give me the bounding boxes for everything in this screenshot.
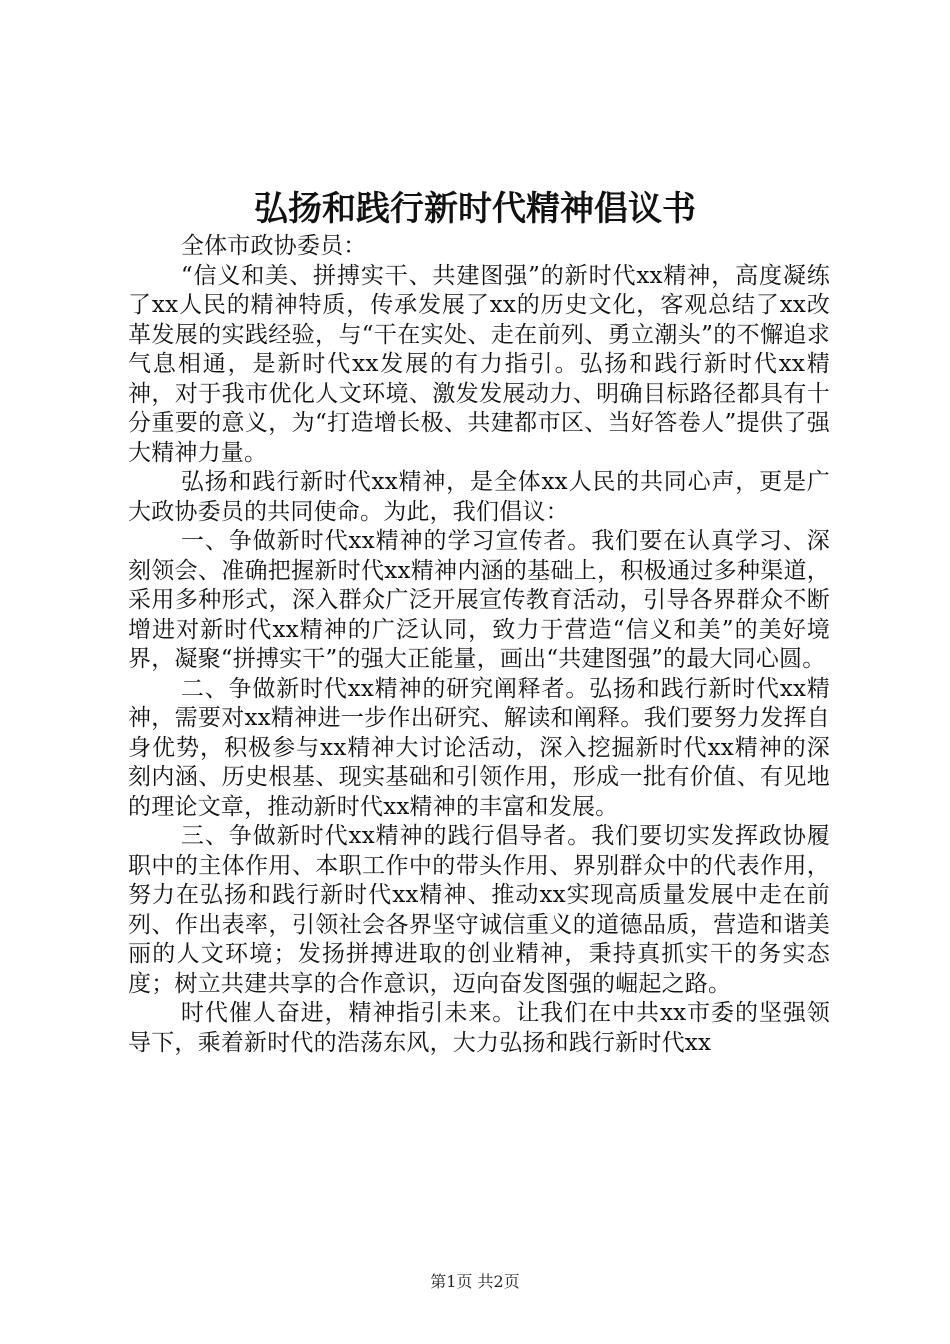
paragraph-4: 二、争做新时代xx精神的研究阐释者。弘扬和践行新时代xx精神，需要对xx精神进一步作出研究、解读和阐释。我们要努力发挥自身优势，积极参与xx精神大讨论活动，深入挖掘新时代xx精神的深刻内涵、历史根基、现实基础和引领作用，形成一批有价值、有见地的理论文章，推动新时代xx精神的丰富和发展。	[128, 675, 830, 820]
page-number-footer: 第1页 共2页	[430, 1272, 520, 1291]
paragraph-5: 三、争做新时代xx精神的践行倡导者。我们要切实发挥政协履职中的主体作用、本职工作中的带头作用、界别群众中的代表作用，努力在弘扬和践行新时代xx精神、推动xx实现高质量发展中走在前列、作出表率，引领社会各界坚守诚信重义的道德品质，营造和谐美丽的人文环境；发扬拼搏进取的创业精神，秉持真抓实干的务实态度；树立共建共享的合作意识，迈向奋发图强的崛起之路。	[128, 823, 830, 997]
paragraph-3: 一、争做新时代xx精神的学习宣传者。我们要在认真学习、深刻领会、准确把握新时代xx精神内涵的基础上，积极通过多种渠道，采用多种形式，深入群众广泛开展宣传教育活动，引导各界群众不断增进对新时代xx精神的广泛认同，致力于营造“信义和美”的美好境界，凝聚“拼搏实干”的强大正能量，画出“共建图强”的最大同心圆。	[128, 528, 830, 672]
document-title: 弘扬和践行新时代精神倡议书	[254, 189, 696, 229]
document-body	[128, 232, 830, 1058]
paragraph-2: 弘扬和践行新时代xx精神，是全体xx人民的共同心声，更是广大政协委员的共同使命。为此，我们倡议：	[128, 469, 830, 525]
paragraph-1: “信义和美、拼搏实干、共建图强”的新时代xx精神，高度凝练了xx人民的精神特质，传承发展了xx的历史文化，客观总结了xx改革发展的实践经验，与“干在实处、走在前列、勇立潮头”的不懈追求气息相通，是新时代xx发展的有力指引。弘扬和践行新时代xx精神，对于我市优化人文环境、激发发展动力、明确目标路径都具有十分重要的意义，为“打造增长极、共建都市区、当好答卷人”提供了强大精神力量。	[128, 262, 830, 466]
paragraph-6: 时代催人奋进，精神指引未来。让我们在中共xx市委的坚强领导下，乘着新时代的浩荡东风，大力弘扬和践行新时代xx	[128, 1000, 830, 1056]
salutation: 全体市政协委员：	[180, 233, 367, 259]
